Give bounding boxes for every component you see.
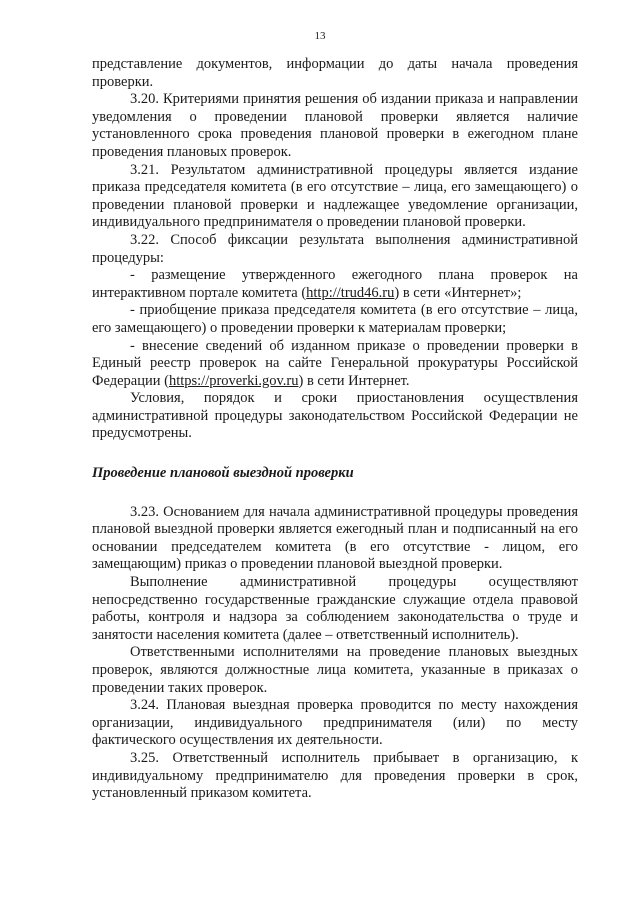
section-heading: Проведение плановой выездной проверки — [92, 465, 354, 482]
document-body — [92, 56, 578, 803]
paragraph-execution: Выполнение административной процедуры осуществляют непосредственно государственные гражданские служащие отдела правовой работы, контроля и надзора за соблюдением законодательства о труде и занятости населения комитета (далее – ответственный исполнитель). — [92, 574, 578, 643]
proverki-link[interactable]: https://proverki.gov.ru — [168, 372, 299, 389]
paragraph-responsible: Ответственными исполнителями на проведение плановых выездных проверок, являются должностные лица комитета, указанные в приказах о проведении таких проверок. — [92, 644, 578, 696]
list-item-plan-publication — [92, 267, 578, 302]
paragraph-3-21: 3.21. Результатом административной процедуры является издание приказа председателя комитета (в его отсутствие – лица, его замещающего) о проведении плановой проверки и надлежащее уведомление организации, индивидуального предпринимателя о проведении плановой проверки. — [92, 161, 578, 231]
list-item-text: ) в сети «Интернет»; — [394, 284, 522, 301]
paragraph-3-25: 3.25. Ответственный исполнитель прибывает в организацию, к индивидуальному предпринимателю для проведения проверки в срок, установленный приказом комитета. — [92, 749, 578, 802]
page-number: 13 — [314, 30, 326, 42]
list-item-text: - размещение утвержденного ежегодного плана проверок на интерактивном портале комитета ( — [92, 267, 578, 301]
trud46-link[interactable]: http://trud46.ru — [306, 284, 395, 301]
list-item-text: ) в сети Интернет. — [298, 372, 410, 389]
paragraph-continuation: представление документов, информации до даты начала проведения проверки. — [92, 56, 578, 90]
list-item-order-attachment: - приобщение приказа председателя комитета (в его отсутствие – лица, его замещающего) о проведении проверки к материалам проверки; — [92, 302, 578, 336]
list-item-registry-entry — [92, 338, 578, 391]
list-item-text: - внесение сведений об изданном приказе о проведении проверки в Единый реестр проверок на сайте Генеральной прокуратуры Российской Федерации ( — [92, 337, 578, 389]
paragraph-3-23: 3.23. Основанием для начала административной процедуры проведения плановой выездной проверки является ежегодный план и подписанный на его основании председателем комитета (в его отсутствие - лицом, его замещающим) приказ о проведении плановой выездной проверки. — [92, 503, 578, 573]
paragraph-3-22: 3.22. Способ фиксации результата выполнения административной процедуры: — [92, 231, 578, 266]
paragraph-3-24: 3.24. Плановая выездная проверка проводится по месту нахождения организации, индивидуального предпринимателя (или) по месту фактического осуществления их деятельности. — [92, 697, 578, 749]
paragraph-3-20: 3.20. Критериями принятия решения об издании приказа и направлении уведомления о проведении плановой проверки является наличие установленного срока проведения плановой проверки в ежегодном плане проведения плановых проверок. — [92, 91, 578, 160]
paragraph-conditions: Условия, порядок и сроки приостановления осуществления административной процедуры законодательством Российской Федерации не предусмотрены. — [92, 390, 578, 442]
